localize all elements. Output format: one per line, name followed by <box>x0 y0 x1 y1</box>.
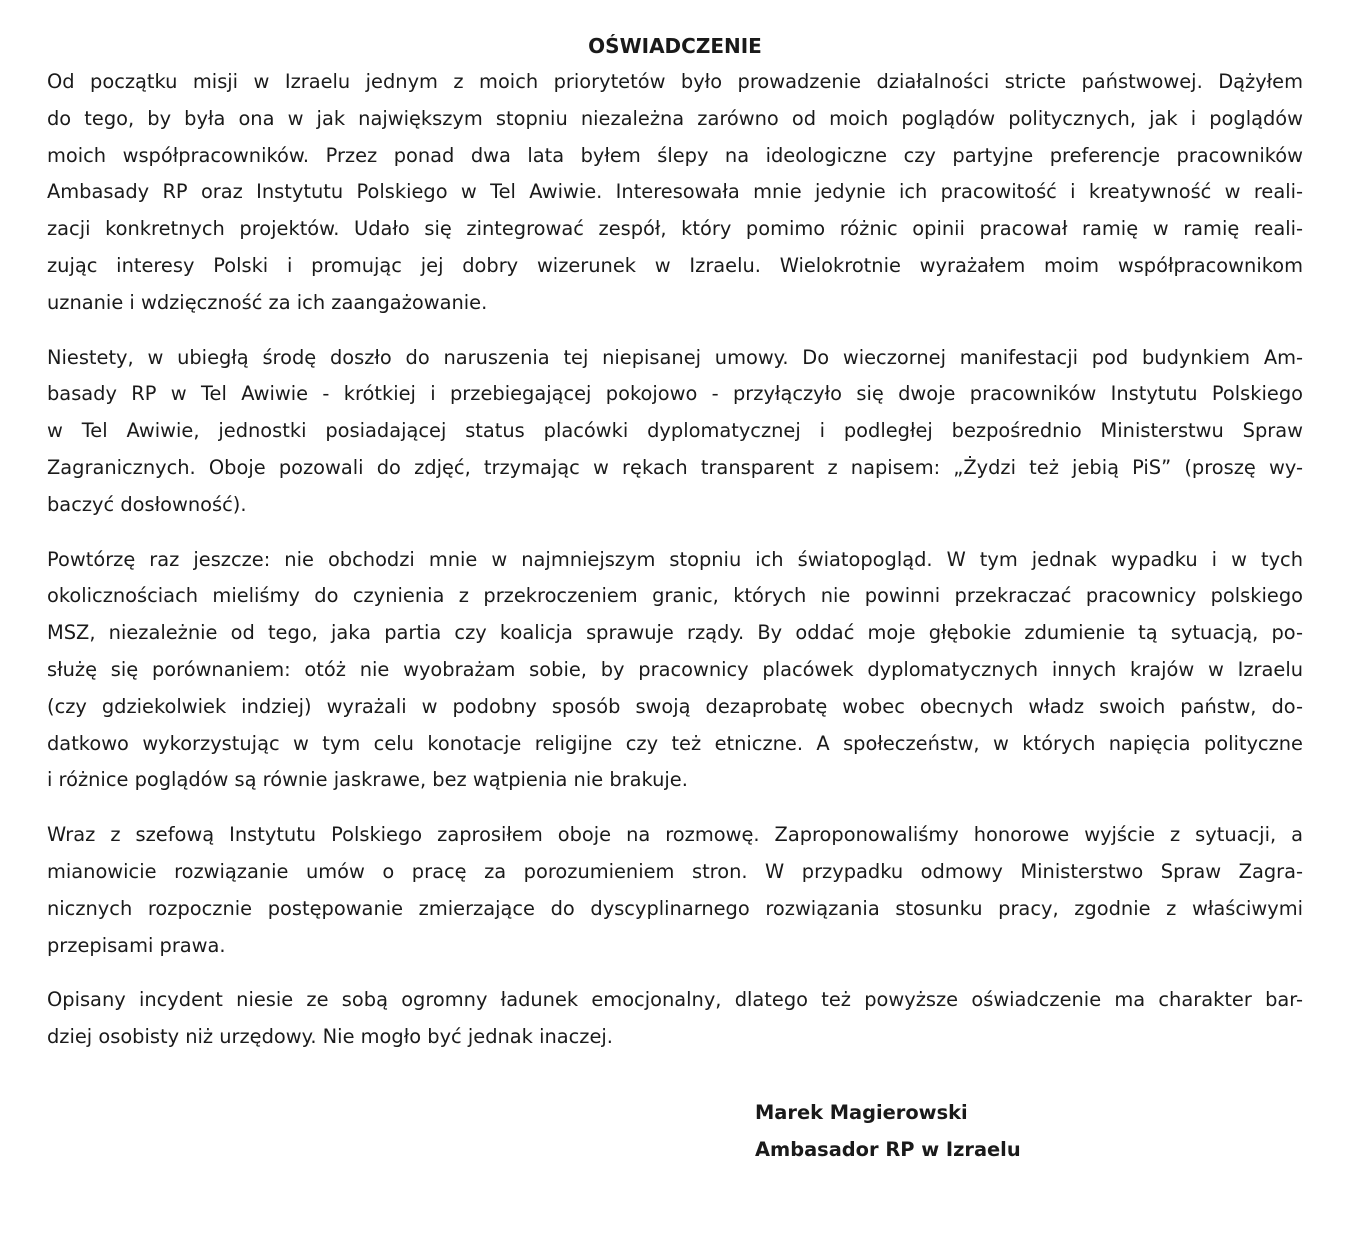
text-line: dziej osobisty niż urzędowy. Nie mogło być jednak inaczej. <box>47 1025 613 1049</box>
text-line: Opisany incydent niesie ze sobą ogromny ładunek emocjonalny, dlatego też powyższe oświadczenie ma charakter bar- <box>47 988 1303 1012</box>
text-line: basady RP w Tel Awiwie - krótkiej i przebiegającej pokojowo - przyłączyło się dwoje pracowników Instytutu Polskiego <box>47 382 1303 406</box>
text-line: Zagranicznych. Oboje pozowali do zdjęć, trzymając w rękach transparent z napisem: „Żydzi też jebią PiS” (proszę wy- <box>47 455 1303 479</box>
paragraph-4 <box>47 817 1303 964</box>
paragraph-3 <box>47 542 1303 800</box>
text-line: (czy gdziekolwiek indziej) wyrażali w podobny sposób swoją dezaprobatę wobec obecnych władz swoich państw, do- <box>47 694 1303 718</box>
text-line: w Tel Awiwie, jednostki posiadającej status placówki dyplomatycznej i podległej bezpośrednio Ministerstwu Spraw <box>47 419 1303 443</box>
signature-name: Marek Magierowski <box>755 1101 968 1124</box>
text-line: datkowo wykorzystując w tym celu konotacje religijne czy też etniczne. A społeczeństw, w których napięcia polityczne <box>47 731 1303 755</box>
text-line: Niestety, w ubiegłą środę doszło do naruszenia tej niepisanej umowy. Do wieczornej manifestacji pod budynkiem Am- <box>47 345 1303 369</box>
text-line: zując interesy Polski i promując jej dobry wizerunek w Izraelu. Wielokrotnie wyrażałem moim współpracownikom <box>47 253 1303 277</box>
text-line: Od początku misji w Izraelu jednym z moich priorytetów było prowadzenie działalności stricte państwowej. Dążyłem <box>47 70 1303 93</box>
paragraph-1 <box>47 64 1303 322</box>
text-line: okolicznościach mieliśmy do czynienia z przekroczeniem granic, których nie powinni przekraczać pracownicy polskiego <box>47 584 1303 608</box>
text-line: do tego, by była ona w jak największym stopniu niezależna zarówno od moich poglądów politycznych, jak i poglądów <box>47 106 1303 130</box>
text-line: MSZ, niezależnie od tego, jaka partia czy koalicja sprawuje rządy. By oddać moje głębokie zdumienie tą sytuacją, po- <box>47 621 1303 645</box>
text-line: moich współpracowników. Przez ponad dwa lata byłem ślepy na ideologiczne czy partyjne preferencje pracowników <box>47 143 1303 167</box>
text-line: zacji konkretnych projektów. Udało się zintegrować zespół, który pomimo różnic opinii pracował ramię w ramię reali- <box>47 217 1303 241</box>
text-line: baczyć dosłowność). <box>47 492 247 516</box>
text-line: służę się porównaniem: otóż nie wyobrażam sobie, by pracownicy placówek dyplomatycznych innych krajów w Izraelu <box>47 657 1303 681</box>
paragraph-2 <box>47 340 1303 524</box>
text-line: nicznych rozpocznie postępowanie zmierzające do dyscyplinarnego rozwiązania stosunku pracy, zgodnie z właściwymi <box>47 896 1303 920</box>
text-line: przepisami prawa. <box>47 933 226 957</box>
paragraph-5 <box>47 982 1303 1056</box>
text-line: Powtórzę raz jeszcze: nie obchodzi mnie w najmniejszym stopniu ich światopogląd. W tym jednak wypadku i w tych <box>47 547 1303 571</box>
document-title: OŚWIADCZENIE <box>588 34 762 58</box>
text-line: Ambasady RP oraz Instytutu Polskiego w Tel Awiwie. Interesowała mnie jedynie ich pracowitość i kreatywność w reali- <box>47 180 1303 204</box>
text-line: mianowicie rozwiązanie umów o pracę za porozumieniem stron. W przypadku odmowy Ministerstwo Spraw Zagra- <box>47 859 1303 883</box>
text-line: Wraz z szefową Instytutu Polskiego zaprosiłem oboje na rozmowę. Zaproponowaliśmy honorowe wyjście z sytuacji, a <box>47 823 1303 847</box>
statement-document <box>47 28 1303 1074</box>
text-line: uznanie i wdzięczność za ich zaangażowanie. <box>47 290 488 314</box>
signature-position: Ambasador RP w Izraelu <box>755 1138 1021 1161</box>
text-line: i różnice poglądów są równie jaskrawe, bez wątpienia nie brakuje. <box>47 768 688 792</box>
signature-block <box>755 1094 1021 1168</box>
